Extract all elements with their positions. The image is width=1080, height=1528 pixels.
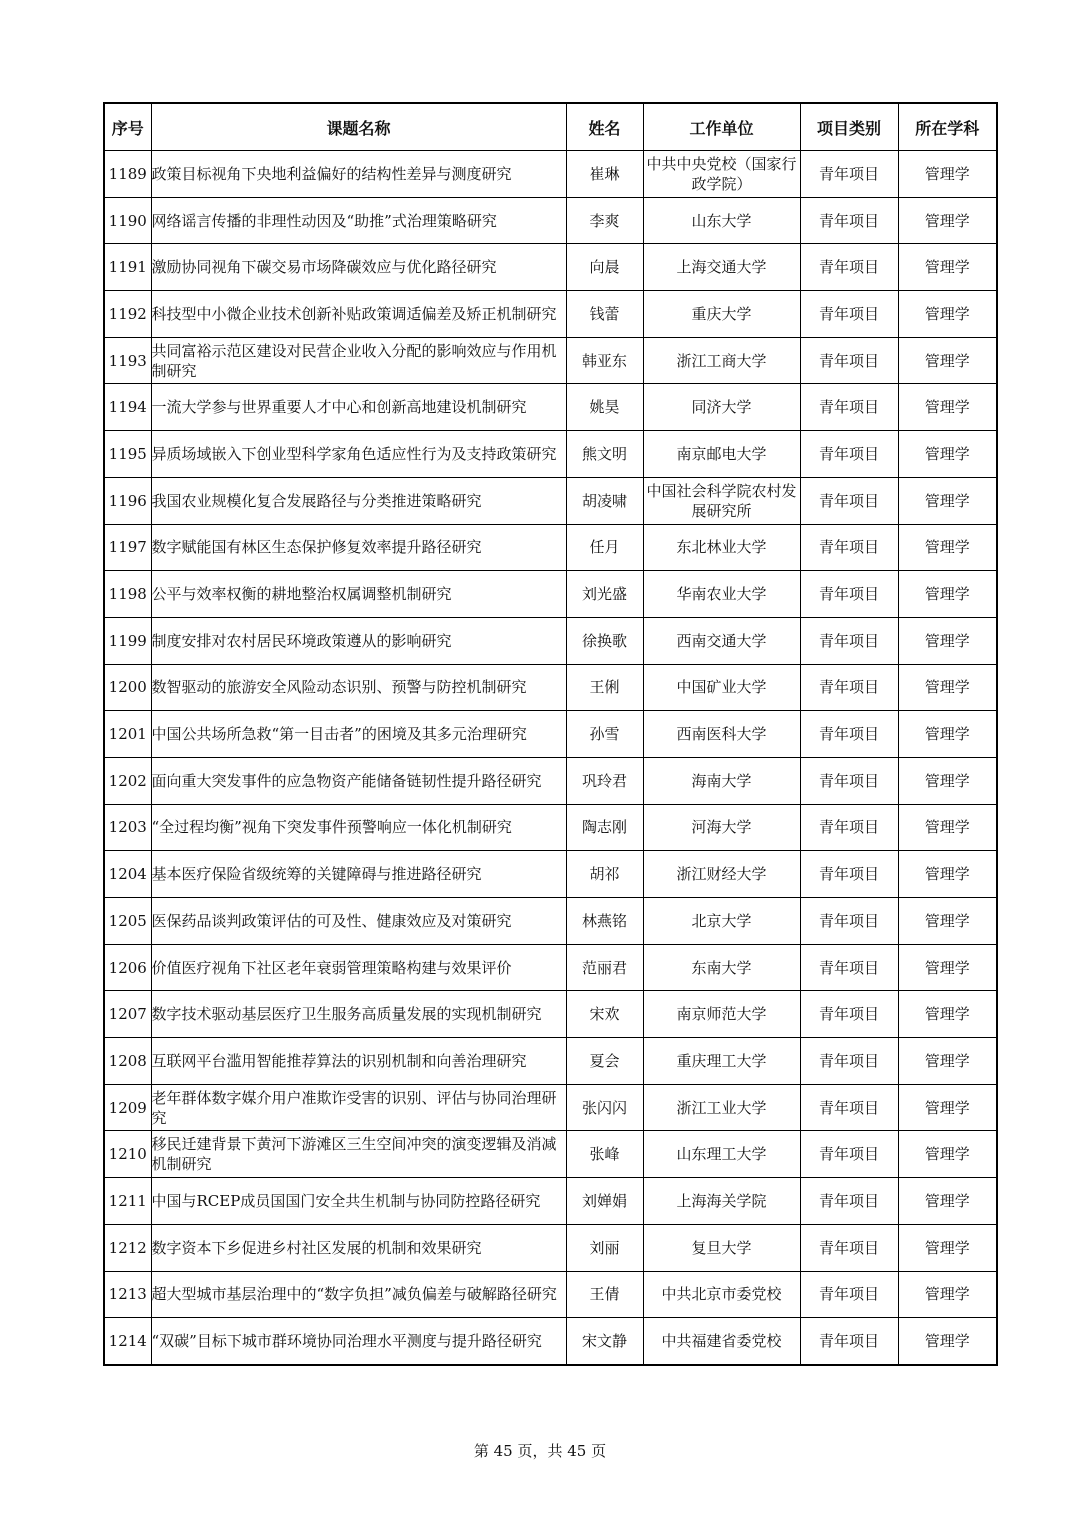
cell-no: 1199 — [104, 617, 151, 664]
cell-no: 1209 — [104, 1084, 151, 1131]
cell-subject: 管理学 — [898, 291, 997, 338]
cell-name: 张闪闪 — [566, 1084, 643, 1131]
cell-title: “双碳”目标下城市群环境协同治理水平测度与提升路径研究 — [151, 1318, 566, 1365]
cell-type: 青年项目 — [800, 477, 898, 524]
cell-subject: 管理学 — [898, 1224, 997, 1271]
cell-subject: 管理学 — [898, 151, 997, 198]
cell-no: 1202 — [104, 757, 151, 804]
table-row — [104, 1318, 997, 1365]
cell-subject: 管理学 — [898, 851, 997, 898]
cell-unit: 西南医科大学 — [643, 711, 800, 758]
cell-type: 青年项目 — [800, 851, 898, 898]
cell-title: 异质场域嵌入下创业型科学家角色适应性行为及支持政策研究 — [151, 431, 566, 478]
cell-type: 青年项目 — [800, 991, 898, 1038]
cell-type: 青年项目 — [800, 571, 898, 618]
cell-type: 青年项目 — [800, 804, 898, 851]
cell-type: 青年项目 — [800, 617, 898, 664]
cell-unit: 南京邮电大学 — [643, 431, 800, 478]
cell-type: 青年项目 — [800, 1318, 898, 1365]
cell-unit: 中共中央党校（国家行政学院） — [643, 151, 800, 198]
cell-name: 徐换歌 — [566, 617, 643, 664]
cell-unit: 浙江财经大学 — [643, 851, 800, 898]
cell-name: 巩玲君 — [566, 757, 643, 804]
cell-title: 制度安排对农村居民环境政策遵从的影响研究 — [151, 617, 566, 664]
cell-no: 1204 — [104, 851, 151, 898]
cell-subject: 管理学 — [898, 898, 997, 945]
cell-title: 数字赋能国有林区生态保护修复效率提升路径研究 — [151, 524, 566, 571]
cell-unit: 重庆理工大学 — [643, 1038, 800, 1085]
cell-title: 数智驱动的旅游安全风险动态识别、预警与防控机制研究 — [151, 664, 566, 711]
cell-unit: 同济大学 — [643, 384, 800, 431]
cell-subject: 管理学 — [898, 244, 997, 291]
cell-name: 任月 — [566, 524, 643, 571]
cell-unit: 东北林业大学 — [643, 524, 800, 571]
cell-type: 青年项目 — [800, 291, 898, 338]
cell-no: 1213 — [104, 1271, 151, 1318]
cell-subject: 管理学 — [898, 711, 997, 758]
cell-no: 1196 — [104, 477, 151, 524]
cell-unit: 北京大学 — [643, 898, 800, 945]
cell-type: 青年项目 — [800, 1224, 898, 1271]
cell-type: 青年项目 — [800, 1084, 898, 1131]
cell-title: 超大型城市基层治理中的“数字负担”减负偏差与破解路径研究 — [151, 1271, 566, 1318]
cell-no: 1191 — [104, 244, 151, 291]
table-row — [104, 1178, 997, 1225]
header-subject: 所在学科 — [898, 103, 997, 151]
cell-type: 青年项目 — [800, 384, 898, 431]
cell-title: 我国农业规模化复合发展路径与分类推进策略研究 — [151, 477, 566, 524]
cell-title: 互联网平台滥用智能推荐算法的识别机制和向善治理研究 — [151, 1038, 566, 1085]
cell-name: 刘丽 — [566, 1224, 643, 1271]
cell-name: 刘婵娟 — [566, 1178, 643, 1225]
header-type: 项目类别 — [800, 103, 898, 151]
cell-unit: 中共福建省委党校 — [643, 1318, 800, 1365]
cell-no: 1200 — [104, 664, 151, 711]
cell-type: 青年项目 — [800, 1131, 898, 1178]
cell-subject: 管理学 — [898, 1084, 997, 1131]
table-row — [104, 291, 997, 338]
table-row — [104, 1038, 997, 1085]
cell-name: 宋文静 — [566, 1318, 643, 1365]
cell-type: 青年项目 — [800, 1271, 898, 1318]
cell-no: 1205 — [104, 898, 151, 945]
header-title: 课题名称 — [151, 103, 566, 151]
cell-name: 范丽君 — [566, 944, 643, 991]
header-unit: 工作单位 — [643, 103, 800, 151]
cell-subject: 管理学 — [898, 664, 997, 711]
cell-type: 青年项目 — [800, 757, 898, 804]
cell-title: 基本医疗保险省级统筹的关键障碍与推进路径研究 — [151, 851, 566, 898]
cell-subject: 管理学 — [898, 431, 997, 478]
cell-title: 激励协同视角下碳交易市场降碳效应与优化路径研究 — [151, 244, 566, 291]
cell-name: 钱蕾 — [566, 291, 643, 338]
cell-name: 孙雪 — [566, 711, 643, 758]
cell-subject: 管理学 — [898, 1318, 997, 1365]
header-name: 姓名 — [566, 103, 643, 151]
cell-unit: 浙江工业大学 — [643, 1084, 800, 1131]
cell-name: 宋欢 — [566, 991, 643, 1038]
cell-title: “全过程均衡”视角下突发事件预警响应一体化机制研究 — [151, 804, 566, 851]
cell-name: 熊文明 — [566, 431, 643, 478]
cell-name: 崔琳 — [566, 151, 643, 198]
cell-title: 网络谣言传播的非理性动因及“助推”式治理策略研究 — [151, 197, 566, 244]
cell-unit: 重庆大学 — [643, 291, 800, 338]
cell-no: 1210 — [104, 1131, 151, 1178]
cell-subject: 管理学 — [898, 337, 997, 384]
cell-no: 1201 — [104, 711, 151, 758]
cell-title: 老年群体数字媒介用户准欺诈受害的识别、评估与协同治理研究 — [151, 1084, 566, 1131]
cell-no: 1208 — [104, 1038, 151, 1085]
cell-type: 青年项目 — [800, 711, 898, 758]
cell-type: 青年项目 — [800, 244, 898, 291]
project-list-table — [103, 102, 998, 1366]
cell-subject: 管理学 — [898, 524, 997, 571]
table-row — [104, 664, 997, 711]
cell-type: 青年项目 — [800, 898, 898, 945]
cell-title: 公平与效率权衡的耕地整治权属调整机制研究 — [151, 571, 566, 618]
cell-title: 移民迁建背景下黄河下游滩区三生空间冲突的演变逻辑及消减机制研究 — [151, 1131, 566, 1178]
table-row — [104, 1224, 997, 1271]
page-footer: 第 45 页，共 45 页 — [473, 1442, 607, 1460]
table-row — [104, 1271, 997, 1318]
cell-name: 韩亚东 — [566, 337, 643, 384]
cell-unit: 上海交通大学 — [643, 244, 800, 291]
cell-subject: 管理学 — [898, 804, 997, 851]
cell-type: 青年项目 — [800, 151, 898, 198]
cell-type: 青年项目 — [800, 524, 898, 571]
cell-unit: 复旦大学 — [643, 1224, 800, 1271]
cell-subject: 管理学 — [898, 197, 997, 244]
table-row — [104, 991, 997, 1038]
cell-unit: 华南农业大学 — [643, 571, 800, 618]
table-row — [104, 384, 997, 431]
table-row — [104, 1084, 997, 1131]
cell-title: 共同富裕示范区建设对民营企业收入分配的影响效应与作用机制研究 — [151, 337, 566, 384]
cell-title: 政策目标视角下央地利益偏好的结构性差异与测度研究 — [151, 151, 566, 198]
cell-title: 医保药品谈判政策评估的可及性、健康效应及对策研究 — [151, 898, 566, 945]
cell-name: 夏会 — [566, 1038, 643, 1085]
cell-subject: 管理学 — [898, 1038, 997, 1085]
cell-subject: 管理学 — [898, 757, 997, 804]
cell-type: 青年项目 — [800, 1038, 898, 1085]
cell-name: 张峰 — [566, 1131, 643, 1178]
cell-subject: 管理学 — [898, 384, 997, 431]
cell-unit: 东南大学 — [643, 944, 800, 991]
table-row — [104, 757, 997, 804]
cell-unit: 中国社会科学院农村发展研究所 — [643, 477, 800, 524]
cell-no: 1198 — [104, 571, 151, 618]
cell-subject: 管理学 — [898, 1271, 997, 1318]
cell-type: 青年项目 — [800, 1178, 898, 1225]
cell-name: 向晨 — [566, 244, 643, 291]
cell-name: 陶志刚 — [566, 804, 643, 851]
cell-no: 1214 — [104, 1318, 151, 1365]
cell-no: 1189 — [104, 151, 151, 198]
table-row — [104, 1131, 997, 1178]
cell-no: 1195 — [104, 431, 151, 478]
cell-no: 1190 — [104, 197, 151, 244]
cell-name: 王俐 — [566, 664, 643, 711]
cell-subject: 管理学 — [898, 1131, 997, 1178]
cell-name: 李爽 — [566, 197, 643, 244]
table-row — [104, 337, 997, 384]
cell-no: 1203 — [104, 804, 151, 851]
cell-title: 一流大学参与世界重要人才中心和创新高地建设机制研究 — [151, 384, 566, 431]
cell-subject: 管理学 — [898, 944, 997, 991]
table-row — [104, 571, 997, 618]
cell-unit: 中共北京市委党校 — [643, 1271, 800, 1318]
cell-no: 1193 — [104, 337, 151, 384]
table-row — [104, 898, 997, 945]
table-row — [104, 804, 997, 851]
cell-no: 1212 — [104, 1224, 151, 1271]
cell-no: 1211 — [104, 1178, 151, 1225]
cell-unit: 南京师范大学 — [643, 991, 800, 1038]
cell-name: 姚昊 — [566, 384, 643, 431]
cell-title: 中国与RCEP成员国国门安全共生机制与协同防控路径研究 — [151, 1178, 566, 1225]
cell-no: 1194 — [104, 384, 151, 431]
header-no: 序号 — [104, 103, 151, 151]
cell-title: 价值医疗视角下社区老年衰弱管理策略构建与效果评价 — [151, 944, 566, 991]
cell-name: 胡凌啸 — [566, 477, 643, 524]
table-row — [104, 711, 997, 758]
cell-unit: 上海海关学院 — [643, 1178, 800, 1225]
cell-type: 青年项目 — [800, 431, 898, 478]
cell-subject: 管理学 — [898, 571, 997, 618]
cell-unit: 山东大学 — [643, 197, 800, 244]
table-row — [104, 244, 997, 291]
cell-no: 1192 — [104, 291, 151, 338]
cell-subject: 管理学 — [898, 1178, 997, 1225]
cell-type: 青年项目 — [800, 944, 898, 991]
cell-name: 林燕铭 — [566, 898, 643, 945]
cell-type: 青年项目 — [800, 337, 898, 384]
cell-no: 1197 — [104, 524, 151, 571]
cell-title: 数字技术驱动基层医疗卫生服务高质量发展的实现机制研究 — [151, 991, 566, 1038]
table-row — [104, 477, 997, 524]
cell-unit: 河海大学 — [643, 804, 800, 851]
table-row — [104, 151, 997, 198]
cell-title: 科技型中小微企业技术创新补贴政策调适偏差及矫正机制研究 — [151, 291, 566, 338]
cell-subject: 管理学 — [898, 477, 997, 524]
cell-title: 面向重大突发事件的应急物资产能储备链韧性提升路径研究 — [151, 757, 566, 804]
cell-type: 青年项目 — [800, 664, 898, 711]
cell-name: 王倩 — [566, 1271, 643, 1318]
cell-unit: 浙江工商大学 — [643, 337, 800, 384]
cell-title: 中国公共场所急救“第一目击者”的困境及其多元治理研究 — [151, 711, 566, 758]
table-header-row — [104, 103, 997, 151]
cell-unit: 海南大学 — [643, 757, 800, 804]
table-row — [104, 524, 997, 571]
table-row — [104, 431, 997, 478]
cell-no: 1206 — [104, 944, 151, 991]
cell-type: 青年项目 — [800, 197, 898, 244]
cell-unit: 中国矿业大学 — [643, 664, 800, 711]
cell-unit: 山东理工大学 — [643, 1131, 800, 1178]
table-row — [104, 944, 997, 991]
table-row — [104, 617, 997, 664]
cell-subject: 管理学 — [898, 617, 997, 664]
cell-title: 数字资本下乡促进乡村社区发展的机制和效果研究 — [151, 1224, 566, 1271]
table-row — [104, 197, 997, 244]
cell-unit: 西南交通大学 — [643, 617, 800, 664]
table-row — [104, 851, 997, 898]
cell-subject: 管理学 — [898, 991, 997, 1038]
cell-name: 胡祁 — [566, 851, 643, 898]
cell-no: 1207 — [104, 991, 151, 1038]
cell-name: 刘光盛 — [566, 571, 643, 618]
